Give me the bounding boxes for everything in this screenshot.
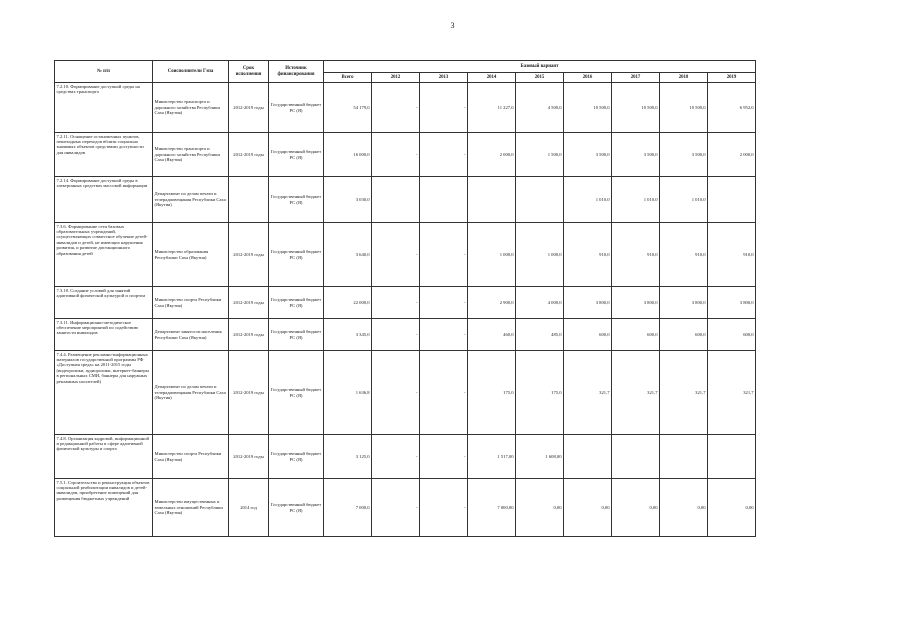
row-value-cell: 0,00 [564,479,612,537]
row-value-cell: 175,0 [516,351,564,435]
row-value-cell: 175,0 [468,351,516,435]
row-value-cell: 321,7 [660,351,708,435]
row-value-cell: 22 000,0 [324,287,372,319]
row-source-cell: Государственный бюджет РС (Я) [269,177,324,223]
row-value-cell: - [420,351,468,435]
header-year: 2013 [420,73,468,83]
row-name-cell: 7.3.11. Информационно-методическое обеспечение мероприятий по содействию занятости инвалидов [55,319,153,351]
row-value-cell: 910,0 [564,223,612,287]
row-executor-cell: Департамент занятости населения Республики Саха (Якутия) [153,319,229,351]
row-value-cell: - [420,479,468,537]
header-year: 2019 [708,73,756,83]
page-number: 3 [450,21,455,30]
header-year: 2015 [516,73,564,83]
row-value-cell: 3 125,0 [324,435,372,479]
header-executors: Соисполнители Гэпа [153,61,229,83]
header-year: 2018 [660,73,708,83]
row-value-cell: 1 517,00 [468,435,516,479]
row-executor-cell: Департамент по делам печати и телерадиовещания Республики Саха (Якутия) [153,351,229,435]
row-executor-cell: Министерство имущественных и земельных отношений Республики Саха (Якутия) [153,479,229,537]
row-value-cell: 1 010,0 [612,177,660,223]
row-term-cell: 2012-2019 годы [229,435,269,479]
row-executor-cell: Министерство транспорта и дорожного хозяйства Республики Саха (Якутия) [153,83,229,133]
row-value-cell: - [420,435,468,479]
table-row [55,83,756,133]
row-value-cell: 485,0 [516,319,564,351]
row-value-cell: 910,0 [612,223,660,287]
row-term-cell: 2012-2019 годы [229,133,269,177]
row-value-cell: 3 800,0 [564,287,612,319]
row-value-cell: 600,0 [660,319,708,351]
row-value-cell: - [420,287,468,319]
row-term-cell: 2012-2019 годы [229,83,269,133]
row-value-cell [468,177,516,223]
row-value-cell: 2 900,0 [468,287,516,319]
row-value-cell: 321,7 [708,351,756,435]
row-value-cell [516,177,564,223]
row-value-cell: 321,7 [612,351,660,435]
row-source-cell: Государственный бюджет РС (Я) [269,351,324,435]
row-value-cell: 3 500,0 [564,133,612,177]
row-value-cell: 1 010,0 [564,177,612,223]
row-term-cell: 2014 год [229,479,269,537]
table-row [55,435,756,479]
row-value-cell: 4 500,0 [516,83,564,133]
row-source-cell: Государственный бюджет РС (Я) [269,83,324,133]
row-value-cell: 0,00 [660,479,708,537]
row-value-cell: 1 500,0 [516,133,564,177]
row-value-cell: 10 500,0 [564,83,612,133]
row-value-cell: 6 952,0 [708,83,756,133]
header-year: 2014 [468,73,516,83]
row-value-cell: 1 636,8 [324,351,372,435]
row-name-cell: 7.3.10. Создание условий для занятий адаптивной физической культурой и спортом [55,287,153,319]
row-executor-cell: Министерство транспорта и дорожного хозяйства Республики Саха (Якутия) [153,133,229,177]
row-value-cell: 1 000,0 [516,223,564,287]
row-value-cell [564,435,612,479]
row-source-cell: Государственный бюджет РС (Я) [269,223,324,287]
row-term-cell: 2012-2019 годы [229,319,269,351]
row-value-cell: 600,0 [708,319,756,351]
row-value-cell: 3 800,0 [660,287,708,319]
row-value-cell: - [420,133,468,177]
row-name-cell: 7.4.8. Организация кадровой, информационной и редакционной работы в сфере адаптивной физической культуры и спорта [55,435,153,479]
row-name-cell: 7.2.10. Формирование доступной среды на средствах транспорта [55,83,153,133]
row-name-cell: 7.4.4. Размещение рекламно-информационных материалов государственной программы РФ «Доступная среда» на 2011-2015 годы (видеоролики, аудиоролики, интернет-баннеры в региональных СМИ, баннеры для наружных рекламных носителей) [55,351,153,435]
header-row [55,61,756,73]
header-group: Базовый вариант [324,61,756,73]
row-value-cell [612,435,660,479]
header-year: 2016 [564,73,612,83]
header-term: Срок исполнения [229,61,269,83]
row-source-cell: Государственный бюджет РС (Я) [269,479,324,537]
row-value-cell [420,177,468,223]
row-value-cell: 321,7 [564,351,612,435]
row-value-cell: 7 000,0 [324,479,372,537]
row-value-cell: 3 345,0 [324,319,372,351]
table-row [55,177,756,223]
row-value-cell: 3 030,0 [324,177,372,223]
table-row [55,223,756,287]
row-source-cell: Государственный бюджет РС (Я) [269,435,324,479]
header-source: Источник финансирования [269,61,324,83]
row-value-cell [708,177,756,223]
header-year: 2012 [372,73,420,83]
row-executor-cell: Министерство спорта Республики Саха (Якутия) [153,287,229,319]
row-value-cell: 600,0 [564,319,612,351]
row-executor-cell: Министерство спорта Республики Саха (Якутия) [153,435,229,479]
row-name-cell: 7.2.14. Формирование доступной среды в электронных средствах массовой информации [55,177,153,223]
row-source-cell: Государственный бюджет РС (Я) [269,319,324,351]
row-value-cell: - [372,435,420,479]
row-value-cell: 0,00 [612,479,660,537]
row-value-cell: - [372,479,420,537]
row-value-cell: - [372,133,420,177]
row-value-cell: - [372,351,420,435]
row-source-cell: Государственный бюджет РС (Я) [269,287,324,319]
row-value-cell: 10 500,0 [660,83,708,133]
table-row [55,319,756,351]
row-value-cell: 2 000,0 [708,133,756,177]
row-value-cell: 460,0 [468,319,516,351]
row-value-cell: - [372,83,420,133]
row-term-cell: 2012-2019 годы [229,351,269,435]
row-term-cell: 2012-2019 годы [229,287,269,319]
row-value-cell: 16 000,0 [324,133,372,177]
row-name-cell: 7.5.1. Строительство и реконструкция объектов социальной реабилитации инвалидов и детей-инвалидов, приобретение помещений для размещения бюджетных учреждений [55,479,153,537]
row-value-cell: - [420,83,468,133]
header-year: 2017 [612,73,660,83]
row-executor-cell: Министерство образования Республики Саха (Якутия) [153,223,229,287]
row-value-cell: 910,0 [708,223,756,287]
header-num: № п/п [55,61,153,83]
row-term-cell [229,177,269,223]
row-value-cell [372,177,420,223]
row-value-cell: - [420,319,468,351]
row-executor-cell: Департамент по делам печати и телерадиовещания Республики Саха (Якутия) [153,177,229,223]
row-value-cell: 7 000,00 [468,479,516,537]
table-row [55,287,756,319]
row-value-cell: 0,00 [708,479,756,537]
table-row [55,351,756,435]
row-value-cell: 0,00 [516,479,564,537]
row-source-cell: Государственный бюджет РС (Я) [269,133,324,177]
row-name-cell: 7.2.11. Оснащение остановочных пунктов, пешеходных переходов вблизи социально значимых объектов средствами доступности для инвалидов [55,133,153,177]
row-value-cell: - [372,223,420,287]
row-name-cell: 7.3.6. Формирование сети базовых образовательных учреждений, осуществляющих совместное обучение детей-инвалидов и детей, не имеющих нарушения развития, и развитие дистанционного образования детей [55,223,153,287]
row-value-cell: 4 000,0 [516,287,564,319]
row-value-cell: 1 608,00 [516,435,564,479]
row-value-cell: 600,0 [612,319,660,351]
row-value-cell: 3 640,0 [324,223,372,287]
row-value-cell: 3 500,0 [660,133,708,177]
row-value-cell: 1 000,0 [468,223,516,287]
budget-table [54,60,756,537]
row-value-cell: 10 500,0 [612,83,660,133]
row-value-cell [660,435,708,479]
row-value-cell: 3 800,0 [708,287,756,319]
row-value-cell: 54 179,0 [324,83,372,133]
row-value-cell: - [372,287,420,319]
row-value-cell: 3 800,0 [612,287,660,319]
row-value-cell: 1 010,0 [660,177,708,223]
header-year: Всего [324,73,372,83]
row-term-cell: 2012-2019 годы [229,223,269,287]
table-row [55,133,756,177]
table-row [55,479,756,537]
row-value-cell: 3 500,0 [612,133,660,177]
row-value-cell: 11 227,0 [468,83,516,133]
row-value-cell: 2 000,0 [468,133,516,177]
row-value-cell: 910,0 [660,223,708,287]
row-value-cell: - [420,223,468,287]
row-value-cell: - [372,319,420,351]
row-value-cell [708,435,756,479]
